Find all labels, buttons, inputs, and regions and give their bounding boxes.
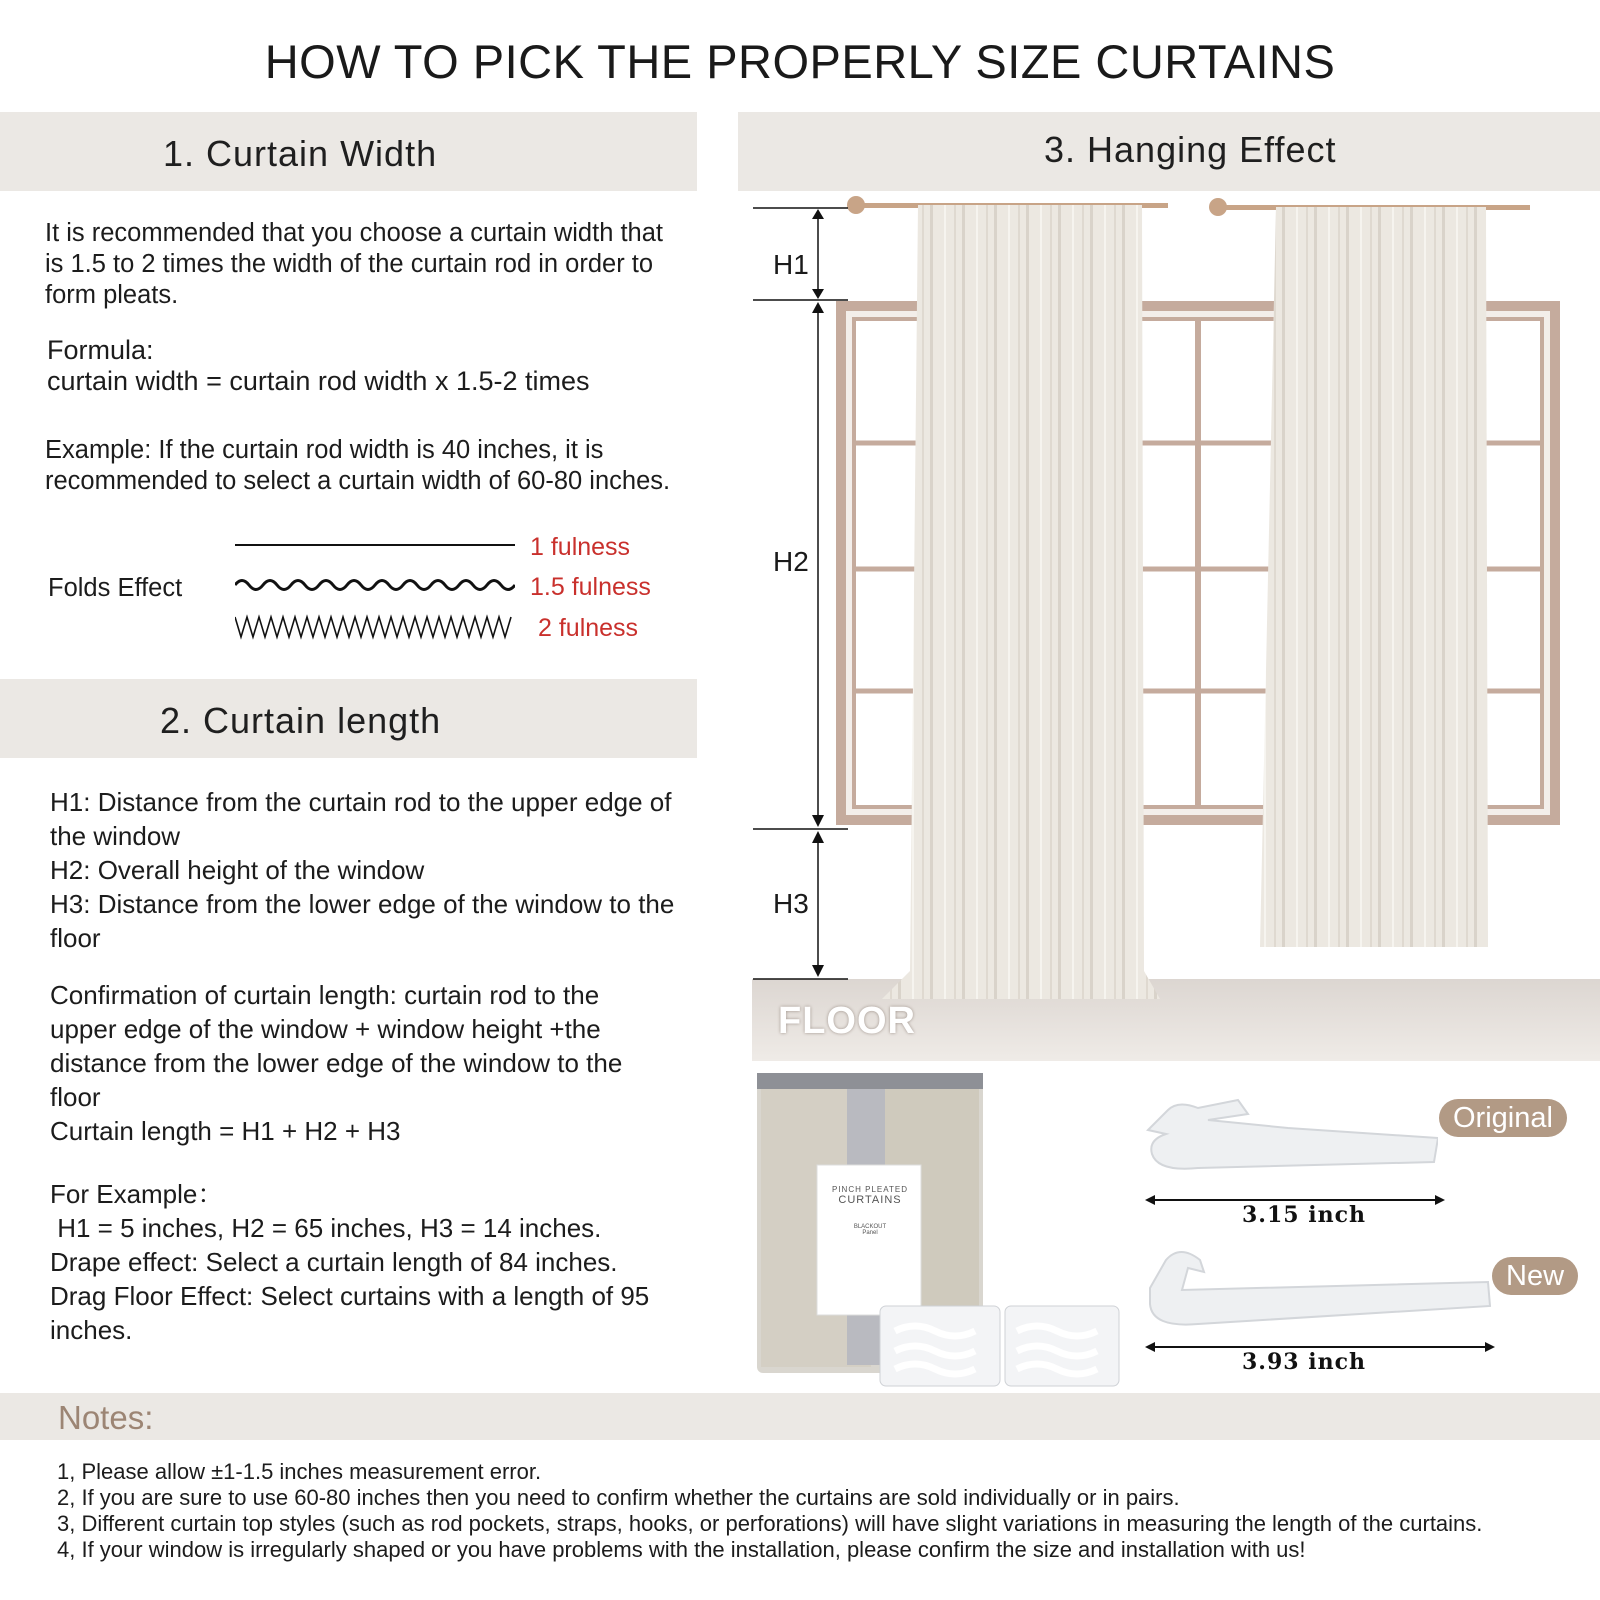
curtain-width-heading: 1. Curtain Width [163,133,438,174]
definition-h1 [50,785,700,853]
h1-text: : Distance from the curtain rod to the upper edge of the window [50,787,672,851]
note-item: 3, Different curtain top styles (such as rod pockets, straps, hooks, or perforations) will have slight variations in measuring the length of the curtains. [57,1511,1483,1536]
width-intro: It is recommended that you choose a curtain width that is 1.5 to 2 times the width of the curtain rod in order to form pleats. [45,219,664,309]
width-example: Example: If the curtain rod width is 40 inches, it is recommended to select a curtain width of 60-80 inches. [45,436,671,495]
definition-h2 [50,853,700,887]
formula-label: Formula: [47,335,154,365]
hanging-effect-illustration [738,191,1600,1061]
fold-label-2: 2 fulness [538,614,639,642]
h2-key: H2 [50,855,84,885]
h3-key: H3 [50,889,84,919]
new-size: 3.93 inch [1242,1349,1366,1375]
length-confirmation: Confirmation of curtain length: curtain rod to the upper edge of the window + window height +the distance from the lower edge of the window to the floor [50,980,623,1112]
right-curtain [1260,207,1488,947]
original-size: 3.15 inch [1242,1202,1366,1228]
notes-header [0,1393,1600,1440]
fold-line-2 [235,617,511,637]
package-card [818,1185,922,1236]
h2-text: : Overall height of the window [83,855,425,885]
dim-label-h2: H2 [773,546,809,577]
folds-label: Folds Effect [48,574,183,602]
package-card-line3: BLACKOUT [853,1224,887,1230]
curtain-length-heading: 2. Curtain length [160,700,442,741]
length-example-values: H1 = 5 inches, H2 = 65 inches, H3 = 14 inches. [50,1213,602,1243]
left-curtain [882,205,1160,999]
dim-label-h3: H3 [773,888,809,919]
definition-h3 [50,887,700,955]
drape-effect: Drape effect: Select a curtain length of 84 inches. [50,1247,618,1277]
length-formula: Curtain length = H1 + H2 + H3 [50,1116,401,1146]
note-item: 1, Please allow ±1-1.5 inches measurement error. [57,1459,542,1484]
package-card-line4: Panel [862,1230,878,1236]
length-definitions [50,785,700,955]
hanging-effect-heading: 3. Hanging Effect [1044,129,1337,170]
h1-key: H1 [50,787,84,817]
fold-label-1-5: 1.5 fulness [530,573,651,601]
note-item: 2, If you are sure to use 60-80 inches then you need to confirm whether the curtains are sold individually or in pairs. [57,1485,1180,1510]
drag-floor-effect: Drag Floor Effect: Select curtains with a length of 95 inches. [50,1281,650,1345]
width-formula: curtain width = curtain rod width x 1.5-2 times [47,366,590,396]
fold-line-1-5 [235,581,515,590]
h3-text: : Distance from the lower edge of the window to the floor [50,889,675,953]
original-badge: Original [1439,1099,1567,1137]
package-card-line1: PINCH PLEATED [832,1185,908,1194]
hook-new-icon [1138,1238,1498,1338]
curtain-length-header [0,679,697,758]
curtain-width-header [0,112,697,191]
page-title: HOW TO PICK THE PROPERLY SIZE CURTAINS [264,35,1336,88]
hanging-effect-header [738,112,1600,191]
package-card-line2: CURTAINS [838,1194,902,1206]
new-badge: New [1492,1257,1578,1295]
dimension-lines [753,208,848,979]
dim-label-h1: H1 [773,249,809,280]
fold-label-1: 1 fulness [530,533,631,561]
length-example-label: For Example： [50,1179,224,1209]
floor-label: FLOOR [778,1000,916,1042]
notes-list [57,1459,1597,1563]
hook-original-icon [1138,1090,1438,1190]
folds-diagram [235,535,515,645]
package-photo [755,1071,1125,1391]
note-item: 4, If your window is irregularly shaped or you have problems with the installation, please confirm the size and installation with us! [57,1537,1306,1562]
notes-heading: Notes: [58,1399,154,1436]
